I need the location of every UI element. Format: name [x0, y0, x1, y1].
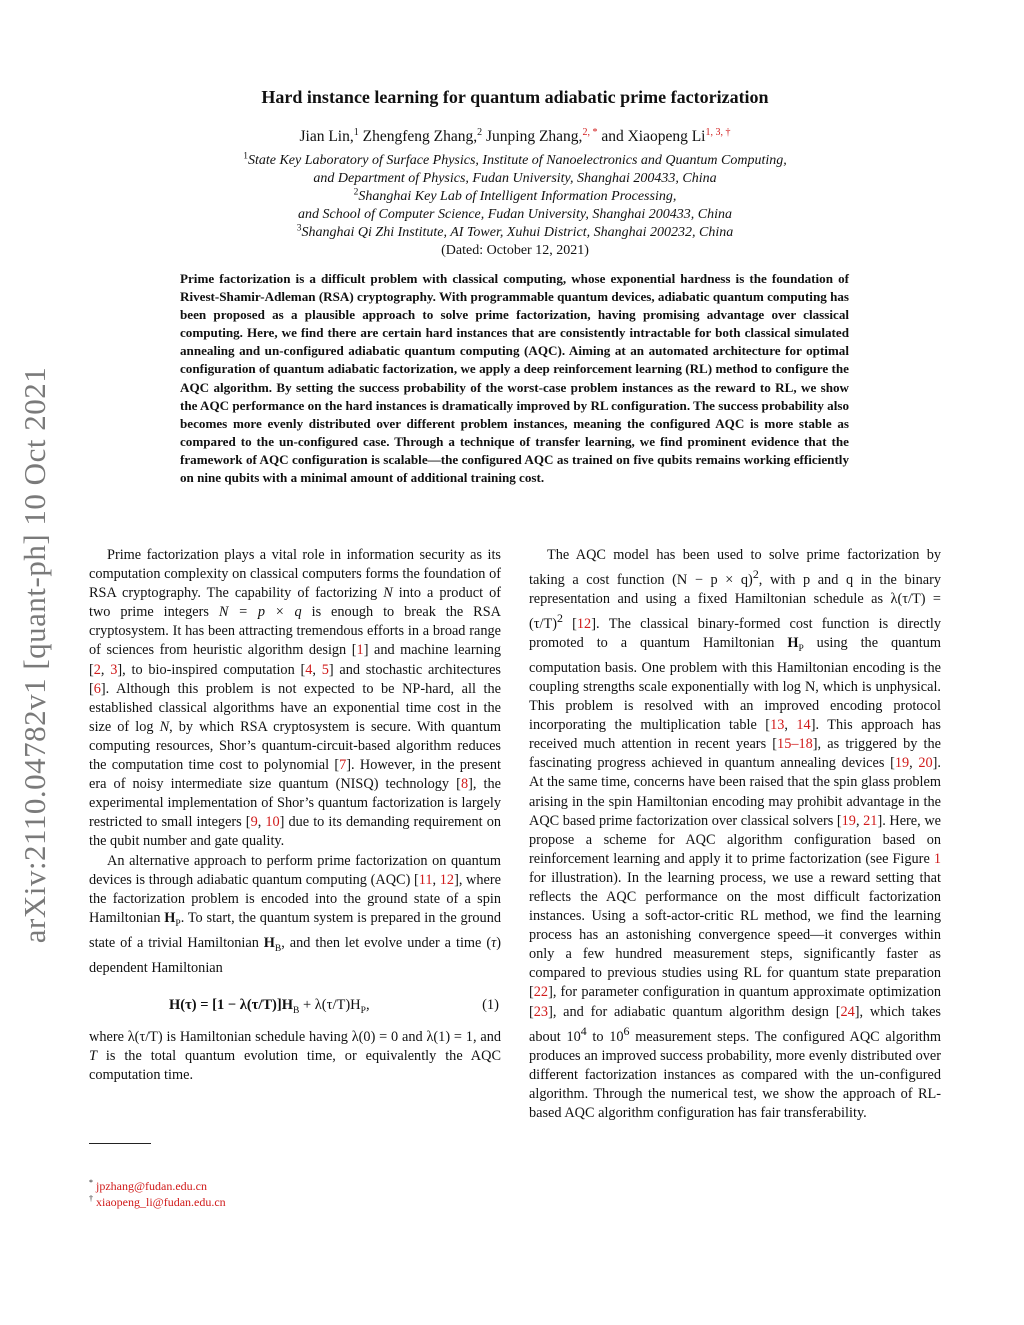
left-column — [89, 546, 501, 1085]
citation-link[interactable]: 3 — [110, 661, 118, 678]
email-link[interactable]: xiaopeng_li@fudan.edu.cn — [96, 1195, 226, 1209]
author-affil-mark[interactable]: 2, * — [582, 126, 598, 138]
citation-link[interactable]: 20 — [918, 755, 933, 772]
author-list — [120, 128, 910, 146]
citation-link[interactable]: 12 — [576, 615, 592, 632]
citation-link[interactable]: 23 — [533, 1003, 549, 1020]
author-affil-mark[interactable]: 1, 3, † — [705, 126, 731, 138]
abstract: Prime factorization is a difficult problem with classical computing, whose exponential hardness is the foundation of Rivest-Shamir-Adleman (RSA) cryptography. With programmable quantum devices, adiabatic quantum computing has been proposed as a plausible approach to solve prime factorization, having promising advantage over classical computing. Here, we find there are certain hard instances that are consistently intractable for both classical simulated annealing and un-configured adiabatic quantum computing (AQC). Aiming at an automated architecture for optimal configuration of quantum adiabatic factorization, we apply a deep reinforcement learning (RL) method to configure the AQC algorithm. By setting the success probability of the worst-case problem instances as the reward to RL, we show the AQC performance on the hard instances is dramatically improved by RL configuration. The success probability also becomes more evenly distributed over different problem instances, meaning the configured AQC is more stable as compared to the un-configured case. Through a technique of transfer learning, we find prominent evidence that the framework of AQC configuration is scalable—the configured AQC as trained on five qubits remains working efficiently on nine qubits with a minimal amount of additional training cost. — [180, 271, 849, 486]
affiliation-line: and School of Computer Science, Fudan University, Shanghai 200433, China — [298, 207, 732, 222]
footnote-mark: † — [89, 1194, 93, 1203]
author-affil-mark: 1 — [353, 126, 359, 138]
citation-link[interactable]: 14 — [796, 717, 811, 734]
dated-line: (Dated: October 12, 2021) — [441, 243, 589, 258]
paragraph: The AQC model has been used to solve prime factorization by taking a cost function $(N - p \times q)^2$, with p and q in the binary representation and using a fixed Hamiltonian schedule as $\lambda(\tau/T) = (\tau/T)^2$ [12]. The classical binary-formed cost function is directly promoted to a quantum Hamiltonian $H_P$ using the quantum computation basis. One problem with this Hamiltonian encoding is the coupling strengths scale exponentially with log N, which is unphysical. This problem is resolved with an improved encoding protocol incorporating the multiplication table [13, 14]. This approach has received much attention in recent years [15–18], as triggered by the fascinating progress achieved in quantum annealing devices [19, 20]. At the same time, concerns have been raised that the spin glass problem arising in the spin Hamiltonian encoding may prohibit advantage in the AQC based prime factorization over classical solvers [19, 21]. Here, we propose a scheme for AQC algorithm configuration based on reinforcement learning and apply it to prime factorization (see Figure 1 for illustration). In the learning process, we use a reward setting that reflects the AQC performance on the most difficult factorization instances. Using a soft-actor-critic RL method, we find the learning process has an astonishing convergence speed—it converges within only a few hundred measurement steps, significantly faster as compared to previous studies using RL for quantum state preparation [22], for parameter configuration in quantum approximate optimization [23], and for adiabatic quantum algorithm design [24], which takes about $10^4$ to $10^6$ measurement steps. The configured AQC algorithm produces an improved success probability, more evenly distributed over different factorization instances as compared with the un-configured algorithm. Through the numerical test, we show the approach of RL-based AQC algorithm configuration has fair transferability. — [529, 547, 942, 1121]
arxiv-id: arXiv:2110.04782v1 [quant-ph] 10 Oct 2021 — [17, 366, 52, 944]
paragraph: where λ(τ/T) is Hamiltonian schedule having λ(0) = 0 and λ(1) = 1, and T is the total quantum evolution time, or equivalently the AQC computation time. — [89, 1028, 501, 1083]
citation-link[interactable]: 21 — [863, 812, 878, 829]
footnote-divider — [89, 1143, 151, 1144]
citation-link[interactable]: 18 — [798, 736, 813, 753]
affiliation-line: and Department of Physics, Fudan University, Shanghai 200433, China — [313, 171, 717, 186]
equation-1 — [89, 986, 501, 1024]
citation-link[interactable]: 4 — [305, 661, 313, 678]
citation-link[interactable]: 12 — [439, 871, 455, 888]
author-name: Jian Lin, — [299, 128, 354, 145]
citation-link[interactable]: 6 — [93, 680, 101, 697]
citation-link[interactable]: 1 — [356, 642, 364, 659]
author-name: Zhengfeng Zhang, — [362, 128, 478, 145]
citation-link[interactable]: 11 — [418, 871, 433, 888]
affiliation-line: Shanghai Qi Zhi Institute, AI Tower, Xuhui District, Shanghai 200232, China — [301, 225, 734, 240]
footnotes — [89, 1178, 226, 1210]
citation-link[interactable]: 22 — [533, 984, 549, 1001]
email-link[interactable]: jpzhang@fudan.edu.cn — [96, 1179, 208, 1193]
affiliation-line: Shanghai Key Lab of Intelligent Information Processing, — [358, 189, 677, 204]
citation-link[interactable]: 10 — [265, 814, 280, 831]
citation-link[interactable]: 9 — [250, 814, 258, 831]
citation-link[interactable]: 2 — [93, 661, 101, 678]
right-column — [529, 546, 941, 1123]
affil-mark: 2 — [353, 187, 359, 198]
paragraph: Prime factorization plays a vital role in information security as its computation complexity on classical computers forms the foundation of RSA cryptography. The capability of factorizing N into a product of two prime integers N = p × q is enough to break the RSA cryptosystem. It has been attracting tremendous efforts in a broad range of sciences from heuristic algorithm design [1] and machine learning [2, 3], to bio-inspired computation [4, 5] and stochastic architectures [6]. Although this problem is not expected to be NP-hard, all the established classical algorithms have an exponential time cost in the size of log N, by which RSA cryptosystem is secure. With quantum computing resources, Shor’s quantum-circuit-based algorithm reduces the computation time cost to polynomial [7]. However, in the present era of noisy intermediate size quantum (NISQ) technology [8], the experimental implementation of Shor’s quantum factorization is largely restricted to small integers [9, 10] due to its demanding requirement on the qubit number and gate quality. — [89, 547, 502, 850]
citation-link[interactable]: 19 — [841, 812, 856, 829]
citation-link[interactable]: 7 — [339, 757, 347, 774]
affil-mark: 1 — [243, 151, 248, 162]
citation-link[interactable]: 8 — [460, 776, 469, 793]
figure-link[interactable]: 1 — [933, 850, 941, 867]
author-affil-mark: 2 — [477, 126, 483, 138]
author-name: and Xiaopeng Li — [601, 128, 706, 145]
affiliation-list — [120, 152, 910, 260]
equation-body: $H(\tau) = [1 - \lambda(\tau/T)]H_B + \lambda(\tau/T)H_P$, — [169, 996, 370, 1016]
arxiv-stamp — [10, 345, 60, 965]
citation-link[interactable]: 5 — [321, 661, 329, 678]
footnote-mark: * — [89, 1178, 93, 1187]
citation-link[interactable]: 15 — [777, 736, 792, 753]
equation-number: (1) — [482, 996, 499, 1013]
citation-link[interactable]: 19 — [894, 755, 910, 772]
paper-title: Hard instance learning for quantum adiabatic prime factorization — [261, 87, 769, 107]
paragraph: An alternative approach to perform prime factorization on quantum devices is through adiabatic quantum computing (AQC) [11, 12], where the factorization problem is encoded into the ground state of a spin Hamiltonian $H_P$. To start, the quantum system is prepared in the ground state of a trivial Hamiltonian $H_B$, and then let evolve under a time (τ) dependent Hamiltonian — [89, 852, 501, 976]
citation-link[interactable]: 24 — [840, 1003, 855, 1020]
author-name: Junping Zhang, — [486, 128, 583, 145]
affil-mark: 3 — [296, 223, 302, 234]
affiliation-line: State Key Laboratory of Surface Physics, Institute of Nanoelectronics and Quantum Computing, — [247, 153, 787, 168]
citation-link[interactable]: 13 — [770, 717, 785, 734]
